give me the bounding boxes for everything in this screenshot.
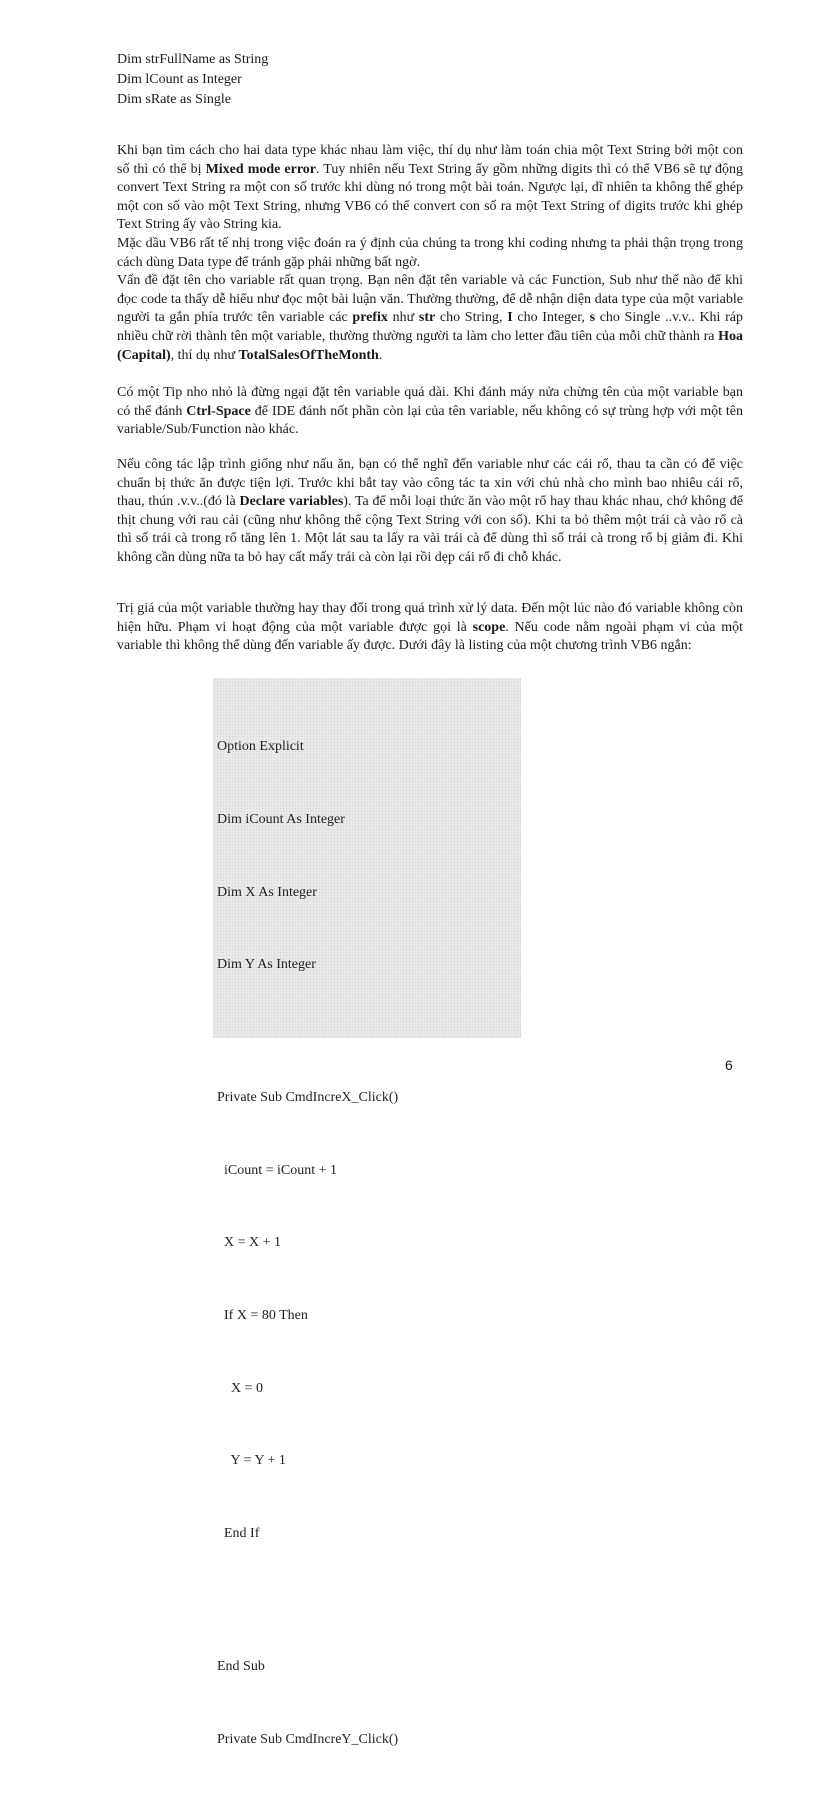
code-line: X = X + 1: [217, 1235, 282, 1251]
code-line: Dim iCount As Integer: [217, 812, 345, 828]
bold-term: TotalSalesOfTheMonth: [238, 347, 379, 363]
code-line: Private Sub CmdIncreY_Click(): [217, 1731, 399, 1747]
paragraph-caution: Mặc dầu VB6 rất tế nhị trong việc đoán ra ý định của chúng ta trong khi coding nhưng ta phải thận trọng trong cách dùng Data type để tránh gặp phải những bất ngờ.: [117, 235, 743, 270]
declaration-line: Dim strFullName as String: [117, 52, 269, 67]
paragraph-mixed-mode: Khi bạn tìm cách cho hai data type khác nhau làm việc, thí dụ như làm toán chia một Text String bởi một con số thì có thể bị Mixed mode error. Tuy nhiên nếu Text String ấy gồm những digits thì có thể VB6 sẽ tự động convert Text String ra một con số trước khi dùng nó trong một bài toán. Ngược lại, dĩ nhiên ta không thể ghép một con số vào một Text String, nhưng VB6 có thể convert con số ra một Text String of digits trước khi ghép Text String ấy vào String kia.: [117, 143, 743, 233]
paragraph-tip: Có một Tip nho nhỏ là đừng ngại đặt tên variable quá dài. Khi đánh máy nửa chừng tên của một variable bạn có thể đánh Ctrl-Space để IDE đánh nốt phần còn lại của tên variable, nếu không có sự trùng hợp với một tên variable/Sub/Function nào khác.: [117, 385, 743, 438]
code-line: Y = Y + 1: [217, 1453, 286, 1469]
bold-term: Hoa (Capital): [117, 328, 743, 363]
code-spacer: [217, 1026, 398, 1038]
code-listing: [213, 678, 521, 1747]
code-line: Private Sub CmdIncreX_Click(): [217, 1090, 399, 1106]
paragraph-cooking-analogy: Nếu công tác lập trình giống như nấu ăn, bạn có thể nghĩ đến variable như các cái rổ, thau ta cần có để việc chuẩn bị thức ăn được tiện lợi. Trước khi bắt tay vào công tác ta xin với chủ nhà cho mình bao nhiêu cái rổ, thau, thún .v.v..(đó là Declare variables). Ta để mỗi loại thức ăn vào một rổ hay thau khác nhau, chớ không để thịt chung với rau cải (cũng như không thể cộng Text String với con số). Khi ta bỏ thêm một trái cà vào rổ cà thì số trái cà trong rổ tăng lên 1. Một lát sau ta lấy ra vài trái cà để dùng thì số trái cà trong rổ bị giảm đi. Khi không cần dùng nữa ta bỏ hay cất mấy trái cà còn lại rồi dẹp cái rổ đi chỗ khác.: [117, 457, 743, 565]
page-number: 6: [725, 1057, 733, 1073]
bold-term: Ctrl-Space: [186, 403, 251, 419]
code-line: X = 0: [217, 1380, 264, 1396]
bold-term: I: [507, 310, 513, 326]
bold-term: s: [589, 310, 596, 326]
code-line: End If: [217, 1525, 260, 1541]
code-spacer: [217, 1595, 398, 1607]
paragraph-naming: Vấn đề đặt tên cho variable rất quan trọng. Bạn nên đặt tên variable và các Function, Sub như thế nào để khi đọc code ta thấy dễ hiểu như đọc một bài luận văn. Thường thường, để dễ nhận diện data type của một variable người ta gắn phía trước tên variable các prefix như str cho String, I cho Integer, s cho Single ..v.v.. Khi ráp nhiều chữ rời thành tên một variable, thường thường người ta làm cho letter đầu tiên của mỗi chữ thành ra Hoa (Capital), thí dụ như TotalSalesOfTheMonth.: [117, 273, 744, 363]
bold-term: str: [418, 310, 436, 326]
code-text: [217, 687, 398, 1800]
bold-term: Mixed mode error: [205, 161, 317, 177]
code-line: Dim X As Integer: [217, 884, 317, 900]
code-line: Dim Y As Integer: [217, 957, 316, 973]
code-line: End Sub: [217, 1658, 265, 1674]
bold-term: scope: [472, 619, 506, 635]
declaration-line: Dim sRate as Single: [117, 92, 231, 107]
paragraph-scope: Trị giá của một variable thường hay thay đổi trong quá trình xử lý data. Đến một lúc nào đó variable không còn hiện hữu. Phạm vi hoạt động của một variable được gọi là scope. Nếu code nằm ngoài phạm vi của một variable thì không thể dùng đến variable ấy được. Dưới đây là listing của một chương trình VB6 ngắn:: [117, 601, 743, 654]
code-line: iCount = iCount + 1: [217, 1162, 338, 1178]
code-line: If X = 80 Then: [217, 1308, 308, 1324]
declarations: [117, 50, 268, 110]
code-line: Option Explicit: [217, 739, 304, 755]
bold-term: prefix: [352, 310, 388, 326]
bold-term: Declare variables: [239, 494, 344, 510]
declaration-line: Dim lCount as Integer: [117, 72, 242, 87]
paragraph-data-types: [117, 142, 743, 365]
